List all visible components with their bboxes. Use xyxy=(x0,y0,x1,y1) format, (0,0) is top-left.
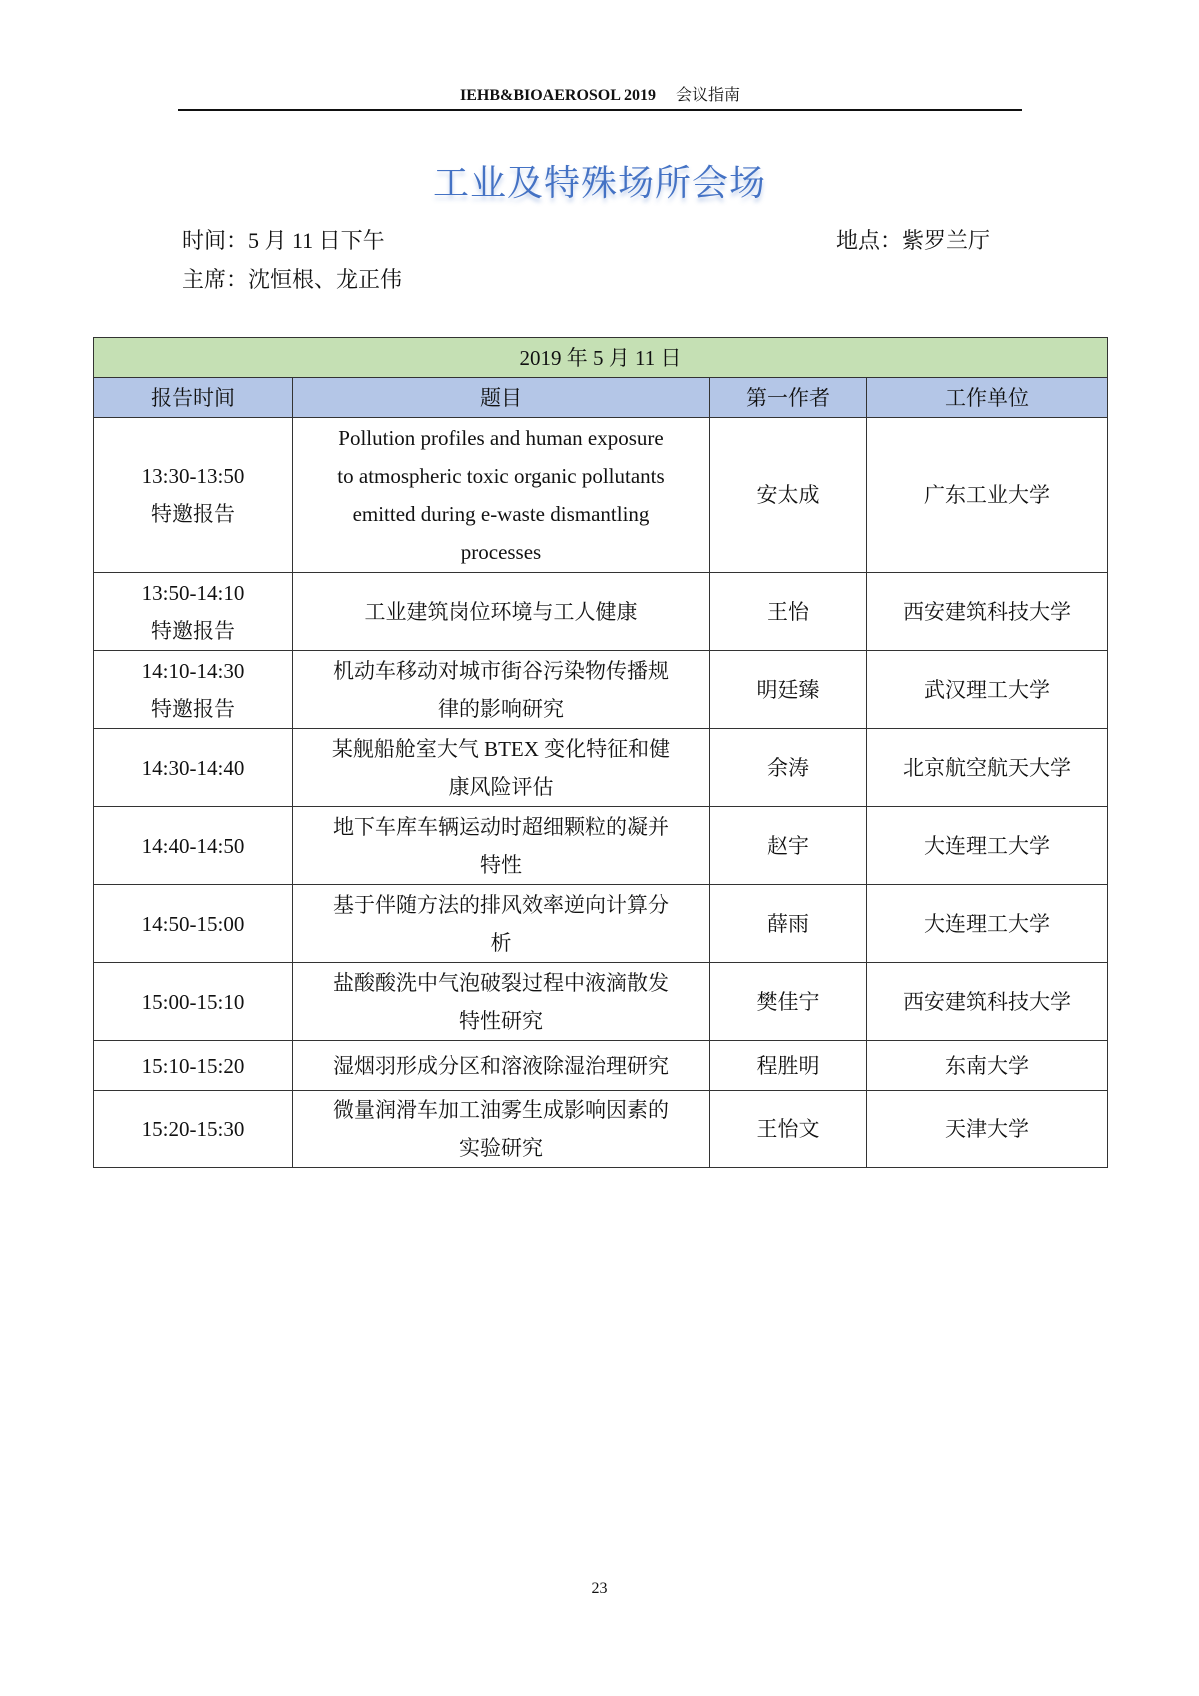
report-time: 14:40-14:50 xyxy=(141,833,245,858)
title-line: 某舰船舱室大气 BTEX 变化特征和健 xyxy=(331,736,671,761)
guide-label: 会议指南 xyxy=(676,87,741,104)
title-line: emitted during e-waste dismantling xyxy=(352,502,650,526)
schedule-row xyxy=(94,418,1108,573)
schedule-row xyxy=(94,963,1108,1041)
session-title: 工业及特殊场所会场 xyxy=(432,163,766,204)
title-line: 律的影响研究 xyxy=(438,696,564,721)
affiliation: 大连理工大学 xyxy=(867,885,1108,963)
affiliation: 西安建筑科技大学 xyxy=(867,573,1108,651)
first-author: 程胜明 xyxy=(710,1041,867,1091)
affiliation: 东南大学 xyxy=(867,1041,1108,1091)
time-cell xyxy=(94,1091,293,1168)
time-cell xyxy=(94,729,293,807)
title-line: to atmospheric toxic organic pollutants xyxy=(337,464,665,488)
affiliation: 武汉理工大学 xyxy=(867,651,1108,729)
schedule-row xyxy=(94,885,1108,963)
session-chairs: 主席：沈恒根、龙正伟 xyxy=(182,267,403,292)
title-line: 微量润滑车加工油雾生成影响因素的 xyxy=(333,1098,669,1122)
title-line: 机动车移动对城市街谷污染物传播规 xyxy=(333,658,669,683)
schedule-row xyxy=(94,729,1108,807)
page-number: 23 xyxy=(591,1580,608,1597)
report-time: 14:30-14:40 xyxy=(141,755,245,780)
affiliation: 广东工业大学 xyxy=(867,418,1108,573)
schedule-row xyxy=(94,1041,1108,1091)
first-author: 薛雨 xyxy=(710,885,867,963)
title-cell xyxy=(293,963,710,1041)
title-cell xyxy=(293,807,710,885)
first-author: 安太成 xyxy=(710,418,867,573)
title-line: 湿烟羽形成分区和溶液除湿治理研究 xyxy=(333,1053,669,1078)
time-cell xyxy=(94,573,293,651)
session-venue: 地点：紫罗兰厅 xyxy=(836,228,991,253)
report-time: 15:00-15:10 xyxy=(141,989,245,1014)
report-time: 13:30-13:50 xyxy=(141,464,245,488)
invited-tag: 特邀报告 xyxy=(151,696,235,721)
time-cell xyxy=(94,418,293,573)
invited-tag: 特邀报告 xyxy=(151,618,235,643)
affiliation: 西安建筑科技大学 xyxy=(867,963,1108,1041)
report-time: 15:10-15:20 xyxy=(141,1053,245,1078)
time-cell xyxy=(94,1041,293,1091)
schedule-row xyxy=(94,1091,1108,1168)
column-header-author: 第一作者 xyxy=(710,378,867,418)
title-line: Pollution profiles and human exposure xyxy=(338,426,664,450)
schedule-body xyxy=(94,418,1108,1168)
title-line: 特性研究 xyxy=(459,1008,543,1033)
title-line: 析 xyxy=(490,930,512,955)
first-author: 樊佳宁 xyxy=(710,963,867,1041)
title-cell xyxy=(293,651,710,729)
title-line: 特性 xyxy=(480,852,522,877)
conference-name: IEHB&BIOAEROSOL 2019 xyxy=(459,87,657,104)
title-cell xyxy=(293,1091,710,1168)
title-cell xyxy=(293,729,710,807)
title-line: 康风险评估 xyxy=(448,774,554,799)
time-cell xyxy=(94,807,293,885)
first-author: 明廷臻 xyxy=(710,651,867,729)
title-line: 工业建筑岗位环境与工人健康 xyxy=(364,599,638,624)
column-header-time: 报告时间 xyxy=(94,378,293,418)
affiliation: 天津大学 xyxy=(867,1091,1108,1168)
time-cell xyxy=(94,651,293,729)
report-time: 15:20-15:30 xyxy=(141,1117,245,1141)
column-header-row xyxy=(94,378,1108,418)
time-cell xyxy=(94,963,293,1041)
time-cell xyxy=(94,885,293,963)
affiliation: 大连理工大学 xyxy=(867,807,1108,885)
title-cell xyxy=(293,885,710,963)
first-author: 赵宇 xyxy=(710,807,867,885)
title-line: 基于伴随方法的排风效率逆向计算分 xyxy=(333,892,669,917)
first-author: 余涛 xyxy=(710,729,867,807)
schedule-row xyxy=(94,573,1108,651)
schedule-date: 2019 年 5 月 11 日 xyxy=(94,338,1108,378)
first-author: 王怡文 xyxy=(710,1091,867,1168)
report-time: 14:50-15:00 xyxy=(141,911,245,936)
first-author: 王怡 xyxy=(710,573,867,651)
column-header-org: 工作单位 xyxy=(867,378,1108,418)
title-line: processes xyxy=(460,540,542,564)
report-time: 13:50-14:10 xyxy=(141,580,245,605)
invited-tag: 特邀报告 xyxy=(151,502,235,526)
schedule-row xyxy=(94,807,1108,885)
title-cell xyxy=(293,1041,710,1091)
title-cell xyxy=(293,418,710,573)
running-header xyxy=(178,84,1022,108)
affiliation: 北京航空航天大学 xyxy=(867,729,1108,807)
title-cell xyxy=(293,573,710,651)
title-line: 盐酸酸洗中气泡破裂过程中液滴散发 xyxy=(333,970,669,995)
schedule-row xyxy=(94,651,1108,729)
date-row xyxy=(94,338,1108,378)
schedule-table xyxy=(93,337,1108,1168)
report-time: 14:10-14:30 xyxy=(141,658,245,683)
title-line: 地下车库车辆运动时超细颗粒的凝并 xyxy=(333,814,669,839)
session-time: 时间：5 月 11 日下午 xyxy=(182,228,385,253)
title-line: 实验研究 xyxy=(459,1136,543,1160)
column-header-title: 题目 xyxy=(293,378,710,418)
header-rule xyxy=(178,109,1022,111)
